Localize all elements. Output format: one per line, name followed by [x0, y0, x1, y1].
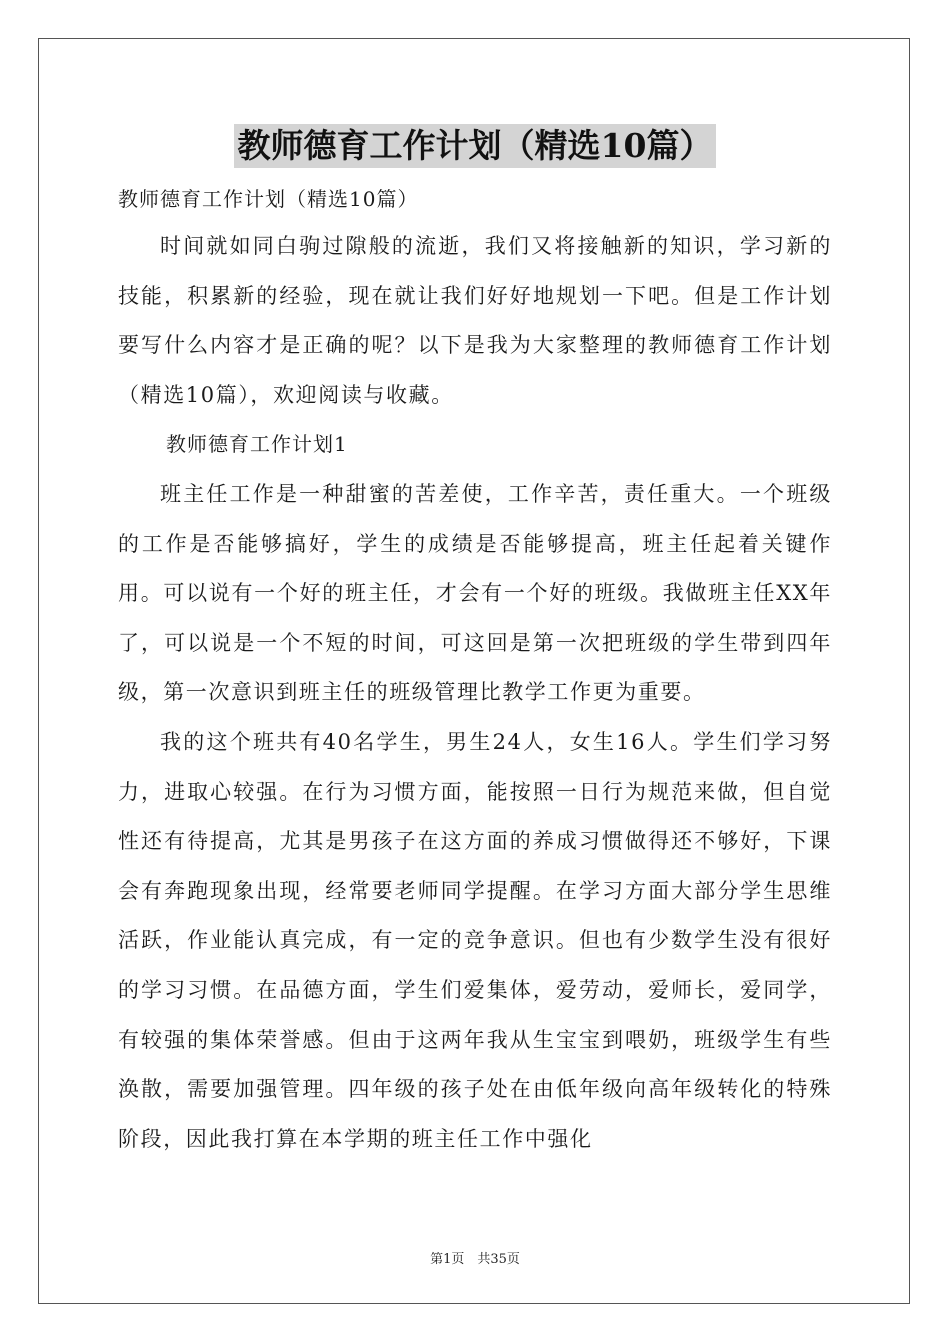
title-container — [0, 124, 950, 168]
intro-paragraph: 时间就如同白驹过隙般的流逝，我们又将接触新的知识，学习新的技能，积累新的经验，现在就让我们好好地规划一下吧。但是工作计划要写什么内容才是正确的呢？以下是我为大家整理的教师德育工作计划（精选10篇），欢迎阅读与收藏。 — [118, 234, 832, 407]
document-subtitle: 教师德育工作计划（精选10篇） — [118, 187, 419, 211]
document-title: 教师德育工作计划（精选10篇） — [234, 124, 717, 168]
page-number-footer: 第1页 共35页 — [430, 1252, 520, 1267]
body-paragraph-1: 班主任工作是一种甜蜜的苦差使，工作辛苦，责任重大。一个班级的工作是否能够搞好，学生的成绩是否能够提高，班主任起着关键作用。可以说有一个好的班主任，才会有一个好的班级。我做班主任XX年了，可以说是一个不短的时间，可这回是第一次把班级的学生带到四年级，第一次意识到班主任的班级管理比教学工作更为重要。 — [118, 481, 832, 705]
document-body — [118, 176, 832, 1164]
body-paragraph-2: 我的这个班共有40名学生，男生24人，女生16人。学生们学习努力，进取心较强。在行为习惯方面，能按照一日行为规范来做，但自觉性还有待提高，尤其是男孩子在这方面的养成习惯做得还不够好，下课会有奔跑现象出现，经常要老师同学提醒。在学习方面大部分学生思维活跃，作业能认真完成，有一定的竞争意识。但也有少数学生没有很好的学习习惯。在品德方面，学生们爱集体，爱劳动，爱师长，爱同学，有较强的集体荣誉感。但由于这两年我从生宝宝到喂奶，班级学生有些涣散，需要加强管理。四年级的孩子处在由低年级向高年级转化的特殊阶段，因此我打算在本学期的班主任工作中强化 — [118, 729, 832, 1151]
section-heading: 教师德育工作计划1 — [166, 432, 348, 457]
